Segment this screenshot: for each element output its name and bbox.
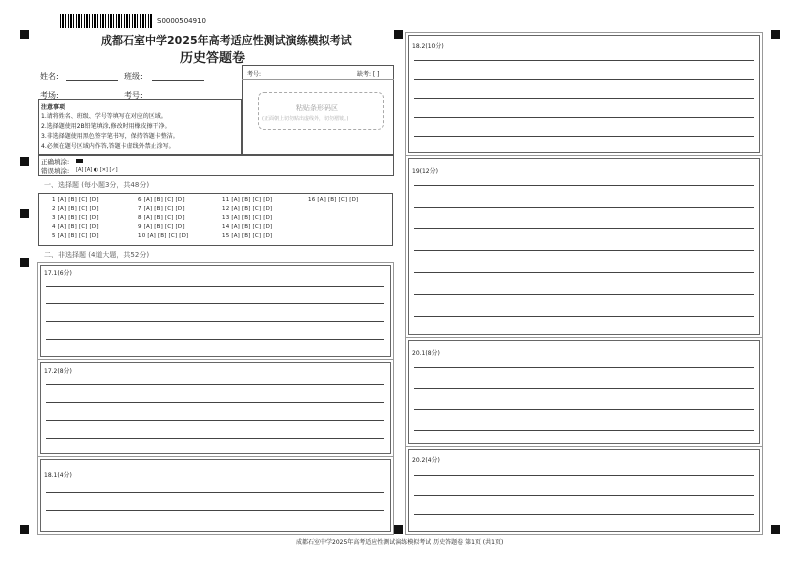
choice-option-row[interactable]: 16 [A] [B] [C] [D] [308,197,359,203]
timing-mark [771,525,780,534]
answer-ruled-line [414,367,754,368]
choice-option-row[interactable]: 14 [A] [B] [C] [D] [222,224,273,230]
answer-ruled-line [46,303,384,304]
choice-option-row[interactable]: 6 [A] [B] [C] [D] [138,197,185,203]
section1-title: 一、选择题 (每小题3分，共48分) [44,181,150,189]
question-label-17-2: 17.2(8分) [44,368,72,375]
question-label-19: 19(12分) [412,168,438,175]
answer-box-20-2[interactable] [408,449,760,532]
answer-ruled-line [414,117,754,118]
notice-item: 3.非选择题使用黑色签字笔书写，保持答题卡整洁。 [41,133,179,140]
answer-ruled-line [414,294,754,295]
question-label-18-2: 18.2(10分) [412,43,444,50]
choice-option-row[interactable]: 12 [A] [B] [C] [D] [222,206,273,212]
barcode-code: S0000504910 [157,17,206,25]
section2-title: 二、非选择题 (4道大题，共52分) [44,251,150,259]
answer-ruled-line [414,388,754,389]
answer-ruled-line [46,286,384,287]
sticker-note: (正面朝上切勿贴出虚线外，切勿褶皱。) [262,116,349,122]
choice-option-row[interactable]: 13 [A] [B] [C] [D] [222,215,273,221]
answer-ruled-line [414,430,754,431]
choice-option-row[interactable]: 11 [A] [B] [C] [D] [222,197,273,203]
wrong-fill-marks: [A] [A] ◐ [✕] [✓] [76,167,118,173]
answer-ruled-line [414,60,754,61]
exam-no-label: 考号: [124,91,143,100]
answer-ruled-line [46,339,384,340]
choice-option-row[interactable]: 5 [A] [B] [C] [D] [52,233,99,239]
choice-option-row[interactable]: 9 [A] [B] [C] [D] [138,224,185,230]
timing-mark [394,525,403,534]
answer-ruled-line [46,492,384,493]
answer-ruled-line [46,438,384,439]
question-label-18-1: 18.1(4分) [44,472,72,479]
answer-box-17-2[interactable] [40,362,391,454]
answer-box-17-1[interactable] [40,265,391,357]
choice-option-row[interactable]: 15 [A] [B] [C] [D] [222,233,273,239]
notice-title: 注意事项 [41,104,66,111]
answer-ruled-line [46,402,384,403]
absent-checkbox[interactable]: 缺考: [ ] [357,71,380,78]
wrong-fill-label: 错误填涂: [41,167,70,175]
timing-mark [20,258,29,267]
exam-title: 成都石室中学2025年高考适应性测试演练模拟考试 [101,34,352,47]
sticker-title: 粘贴条形码区 [296,104,338,112]
choice-option-row[interactable]: 4 [A] [B] [C] [D] [52,224,99,230]
name-field[interactable] [66,80,118,81]
answer-box-18-1[interactable] [40,459,391,532]
name-label: 姓名: [40,72,59,81]
answer-ruled-line [414,514,754,515]
notice-item: 1.请将姓名、班级、学号等填写在对应的区域。 [41,113,167,120]
answer-ruled-line [414,136,754,137]
answer-ruled-line [414,98,754,99]
choice-option-row[interactable]: 1 [A] [B] [C] [D] [52,197,99,203]
choice-option-row[interactable]: 10 [A] [B] [C] [D] [138,233,189,239]
question-label-17-1: 17.1(6分) [44,270,72,277]
class-field[interactable] [152,80,204,81]
timing-mark [20,209,29,218]
timing-mark [394,30,403,39]
answer-ruled-line [414,79,754,80]
answer-ruled-line [414,250,754,251]
correct-fill-label: 正确填涂: [41,158,70,166]
answer-ruled-line [414,228,754,229]
answer-ruled-line [414,207,754,208]
timing-mark [771,30,780,39]
correct-fill-mark [76,159,83,163]
answer-ruled-line [414,409,754,410]
exam-no-box-label: 考号: [247,71,262,78]
question-label-20-2: 20.2(4分) [412,457,440,464]
question-label-20-1: 20.1(8分) [412,350,440,357]
answer-ruled-line [414,316,754,317]
barcode [60,14,152,28]
answer-ruled-line [46,510,384,511]
timing-mark [20,525,29,534]
answer-box-20-1[interactable] [408,340,760,444]
answer-ruled-line [414,272,754,273]
answer-ruled-line [46,384,384,385]
footer-text: 成都石室中学2025年高考适应性测试演练模拟考试 历史答题卷 第1页 (共1页) [296,539,504,546]
answer-ruled-line [414,475,754,476]
choice-option-row[interactable]: 3 [A] [B] [C] [D] [52,215,99,221]
choice-option-row[interactable]: 2 [A] [B] [C] [D] [52,206,99,212]
choice-option-row[interactable]: 8 [A] [B] [C] [D] [138,215,185,221]
answer-ruled-line [414,185,754,186]
notice-item: 2.选择题使用2B铅笔填涂,修改时用橡皮擦干净。 [41,123,171,130]
subject-title: 历史答题卷 [180,51,246,66]
answer-ruled-line [46,420,384,421]
divider [242,79,394,80]
room-label: 考场: [40,91,59,100]
answer-ruled-line [414,495,754,496]
timing-mark [20,30,29,39]
class-label: 班级: [124,72,143,81]
choice-option-row[interactable]: 7 [A] [B] [C] [D] [138,206,185,212]
timing-mark [20,157,29,166]
notice-item: 4.必须在题号区域内作答,答题卡虚线外禁止涂写。 [41,143,175,150]
answer-ruled-line [46,321,384,322]
